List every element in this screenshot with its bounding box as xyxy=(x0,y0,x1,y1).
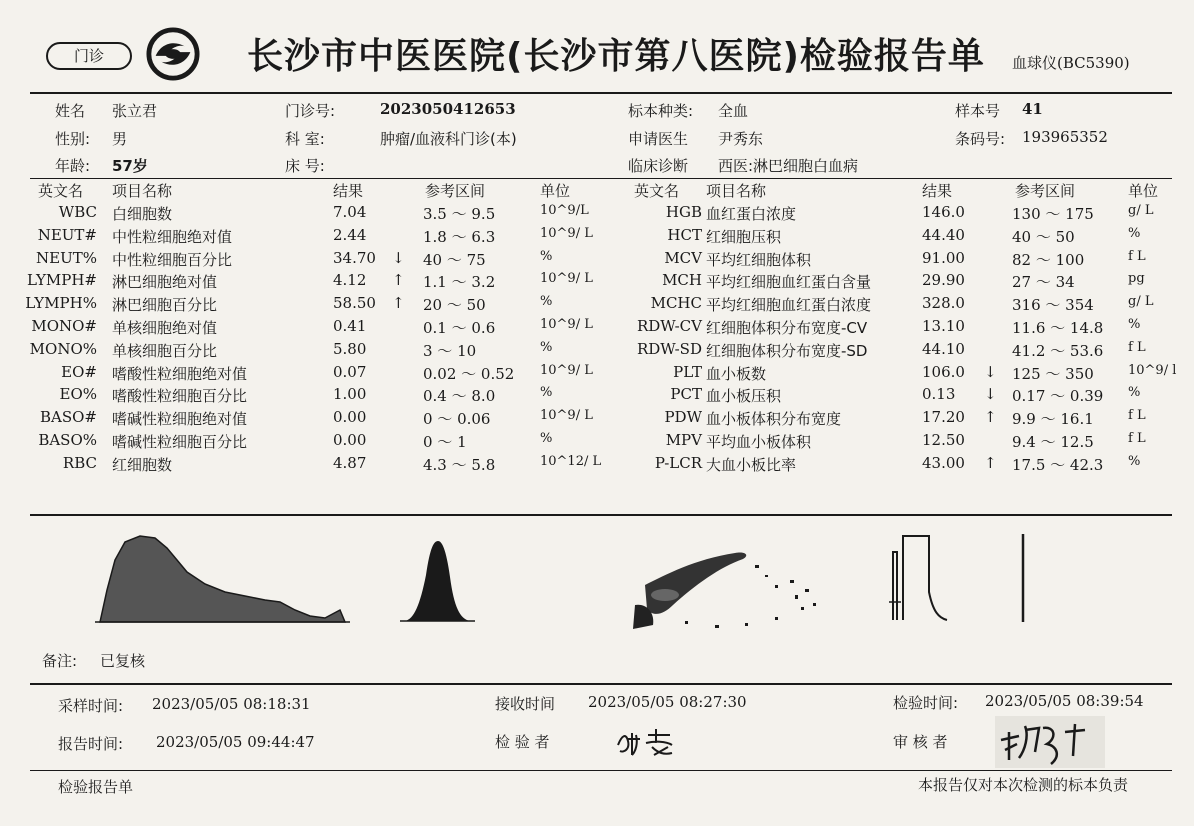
row-result: 91.00 xyxy=(922,248,965,267)
row-unit: % xyxy=(540,248,553,264)
tester-signature xyxy=(612,725,682,761)
row-ref-range: 0.02 ～ 0.52 xyxy=(423,364,515,383)
col-unit-right: 单位 xyxy=(1128,182,1159,200)
row-result: 44.10 xyxy=(922,339,965,358)
row-unit: % xyxy=(540,431,553,446)
row-flag: ↑ xyxy=(984,453,997,472)
row-result: 0.07 xyxy=(333,362,367,381)
row-result: 146.0 xyxy=(922,203,965,221)
row-result: 1.00 xyxy=(333,385,367,404)
sample-time: 2023/05/05 08:18:31 xyxy=(152,695,311,713)
row-abbr: MPV xyxy=(665,431,702,449)
row-unit: f L xyxy=(1128,408,1146,424)
row-ref-range: 17.5 ～ 42.3 xyxy=(1012,455,1104,474)
row-name: 大血小板比率 xyxy=(706,455,797,474)
row-ref-range: 40 ～ 50 xyxy=(1012,227,1075,246)
row-name: 白细胞数 xyxy=(112,205,173,223)
row-ref-range: 0.4 ～ 8.0 xyxy=(423,387,496,406)
row-flag: ↓ xyxy=(984,385,997,404)
sample-no: 41 xyxy=(1022,100,1043,118)
row-unit: % xyxy=(1128,453,1141,469)
row-unit: % xyxy=(540,294,553,310)
row-unit: % xyxy=(1128,385,1141,401)
row-flag: ↑ xyxy=(984,408,997,427)
row-unit: 10^9/ L xyxy=(540,271,593,287)
row-unit: % xyxy=(540,339,553,355)
row-abbr: MCV xyxy=(664,248,702,267)
bottom-divider xyxy=(30,770,1172,771)
row-abbr: EO% xyxy=(59,385,97,404)
row-ref-range: 1.8 ～ 6.3 xyxy=(423,227,496,246)
row-name: 红细胞体积分布宽度-CV xyxy=(706,319,868,337)
row-abbr: NEUT# xyxy=(37,225,97,244)
wbc-histogram xyxy=(95,530,355,630)
row-name: 淋巴细胞绝对值 xyxy=(112,273,218,292)
instrument-name: 血球仪(BC5390) xyxy=(1012,54,1130,72)
col-result-left: 结果 xyxy=(333,182,364,200)
table-divider xyxy=(30,514,1172,516)
row-unit: % xyxy=(1128,317,1141,332)
age-label: 年龄: xyxy=(55,157,91,175)
clinical-diagnosis: 西医:淋巴细胞白血病 xyxy=(718,157,859,175)
row-result: 2.44 xyxy=(333,225,367,244)
row-name: 血红蛋白浓度 xyxy=(706,205,797,223)
plt-histogram xyxy=(885,532,960,624)
row-ref-range: 20 ～ 50 xyxy=(423,296,486,315)
col-ref-left: 参考区间 xyxy=(425,182,486,200)
sex-label: 性别: xyxy=(55,130,91,148)
row-flag: ↑ xyxy=(392,294,405,313)
row-result: 7.04 xyxy=(333,203,367,221)
row-result: 12.50 xyxy=(922,431,965,449)
row-unit: f L xyxy=(1128,339,1146,355)
row-name: 平均红细胞血红蛋白浓度 xyxy=(706,296,872,315)
row-unit: g/ L xyxy=(1128,203,1154,218)
dept-label: 科 室: xyxy=(285,130,325,148)
row-ref-range: 27 ～ 34 xyxy=(1012,273,1075,292)
row-name: 中性粒细胞百分比 xyxy=(112,250,233,269)
row-abbr: MONO% xyxy=(29,339,97,358)
name-label: 姓名 xyxy=(55,102,86,120)
row-unit: 10^9/ l xyxy=(1128,362,1177,378)
barcode-label: 条码号: xyxy=(955,130,1006,148)
row-abbr: BASO# xyxy=(40,408,97,427)
row-ref-range: 41.2 ～ 53.6 xyxy=(1012,341,1104,360)
row-result: 58.50 xyxy=(333,294,376,313)
bed-label: 床 号: xyxy=(285,157,325,175)
row-abbr: RDW-SD xyxy=(636,339,702,358)
row-result: 0.00 xyxy=(333,408,367,427)
patient-name: 张立君 xyxy=(112,102,158,120)
info-divider xyxy=(30,178,1172,179)
col-abbr-left: 英文名 xyxy=(38,182,84,200)
plt-marker-line xyxy=(1018,532,1028,624)
row-abbr: P-LCR xyxy=(654,453,702,472)
row-unit: % xyxy=(1128,225,1141,241)
row-name: 血小板压积 xyxy=(706,387,782,406)
row-ref-range: 0.1 ～ 0.6 xyxy=(423,319,496,337)
row-name: 嗜酸性粒细胞百分比 xyxy=(112,387,248,406)
row-ref-range: 0 ～ 1 xyxy=(423,433,467,451)
sample-time-label: 采样时间: xyxy=(58,697,124,715)
row-ref-range: 0 ～ 0.06 xyxy=(423,410,491,429)
row-result: 44.40 xyxy=(922,225,965,244)
tester-label: 检 验 者 xyxy=(495,733,550,751)
row-name: 血小板体积分布宽度 xyxy=(706,410,842,429)
requesting-doctor: 尹秀东 xyxy=(718,130,764,148)
row-ref-range: 125 ～ 350 xyxy=(1012,364,1094,383)
row-unit: f L xyxy=(1128,431,1146,446)
row-abbr: EO# xyxy=(61,362,97,381)
row-ref-range: 130 ～ 175 xyxy=(1012,205,1094,223)
row-result: 4.87 xyxy=(333,453,367,472)
remarks-label: 备注: xyxy=(42,652,78,670)
row-result: 4.12 xyxy=(333,271,367,290)
row-unit: % xyxy=(540,385,553,401)
row-ref-range: 82 ～ 100 xyxy=(1012,250,1085,269)
rbc-histogram xyxy=(400,535,475,627)
col-name-left: 项目名称 xyxy=(112,182,173,200)
department: 肿瘤/血液科门诊(本) xyxy=(380,130,517,148)
sample-no-label: 样本号 xyxy=(955,102,1001,120)
clinic-badge: 门诊 xyxy=(46,42,132,70)
row-result: 5.80 xyxy=(333,339,367,358)
col-result-right: 结果 xyxy=(922,182,953,200)
row-unit: 10^12/ L xyxy=(540,453,602,469)
report-time-label: 报告时间: xyxy=(58,735,124,753)
row-flag: ↑ xyxy=(392,271,405,290)
diff-scattergram xyxy=(625,545,830,633)
test-time: 2023/05/05 08:39:54 xyxy=(985,692,1144,710)
row-result: 17.20 xyxy=(922,408,965,427)
col-unit-left: 单位 xyxy=(540,182,571,200)
row-name: 单核细胞绝对值 xyxy=(112,319,218,337)
row-abbr: MCHC xyxy=(650,294,702,313)
row-abbr: NEUT% xyxy=(36,248,97,267)
row-unit: g/ L xyxy=(1128,294,1154,310)
row-abbr: LYMPH# xyxy=(26,271,97,290)
row-ref-range: 0.17 ～ 0.39 xyxy=(1012,387,1104,406)
row-name: 平均红细胞体积 xyxy=(706,250,812,269)
row-ref-range: 3.5 ～ 9.5 xyxy=(423,205,496,223)
row-flag: ↓ xyxy=(984,362,997,381)
row-abbr: HCT xyxy=(667,225,702,244)
row-result: 0.13 xyxy=(922,385,956,404)
patient-sex: 男 xyxy=(112,130,128,148)
row-ref-range: 9.4 ～ 12.5 xyxy=(1012,433,1094,451)
row-result: 328.0 xyxy=(922,294,965,313)
row-name: 中性粒细胞绝对值 xyxy=(112,227,233,246)
row-ref-range: 1.1 ～ 3.2 xyxy=(423,273,496,292)
row-name: 嗜碱性粒细胞百分比 xyxy=(112,433,248,451)
row-abbr: RDW-CV xyxy=(636,317,702,335)
specimen-label: 标本种类: xyxy=(628,102,694,120)
header-divider xyxy=(30,92,1172,94)
row-flag: ↓ xyxy=(392,248,405,267)
row-name: 红细胞体积分布宽度-SD xyxy=(706,341,868,360)
hospital-logo-icon xyxy=(146,27,200,81)
reviewer-signature xyxy=(995,716,1105,768)
report-time: 2023/05/05 09:44:47 xyxy=(156,733,315,751)
row-abbr: WBC xyxy=(58,203,97,221)
row-name: 单核细胞百分比 xyxy=(112,341,218,360)
row-abbr: PLT xyxy=(673,362,702,381)
row-abbr: MONO# xyxy=(31,317,97,335)
col-name-right: 项目名称 xyxy=(706,182,767,200)
row-unit: 10^9/ L xyxy=(540,362,593,378)
bottom-right-text: 本报告仅对本次检测的标本负责 xyxy=(918,776,1129,794)
footer-divider xyxy=(30,683,1172,685)
row-name: 嗜碱性粒细胞绝对值 xyxy=(112,410,248,429)
clinic-no-label: 门诊号: xyxy=(285,102,336,120)
doctor-label: 申请医生 xyxy=(628,130,689,148)
row-ref-range: 3 ～ 10 xyxy=(423,341,477,360)
receive-time-label: 接收时间 xyxy=(495,695,556,713)
col-abbr-right: 英文名 xyxy=(634,182,680,200)
test-time-label: 检验时间: xyxy=(893,694,959,712)
row-name: 淋巴细胞百分比 xyxy=(112,296,218,315)
row-abbr: PDW xyxy=(664,408,702,427)
row-abbr: PCT xyxy=(670,385,702,404)
diagnosis-label: 临床诊断 xyxy=(628,157,689,175)
receive-time: 2023/05/05 08:27:30 xyxy=(588,693,747,711)
barcode: 193965352 xyxy=(1022,128,1108,146)
row-ref-range: 4.3 ～ 5.8 xyxy=(423,455,496,474)
reviewer-label: 审 核 者 xyxy=(893,733,948,751)
row-ref-range: 316 ～ 354 xyxy=(1012,296,1094,315)
row-name: 平均血小板体积 xyxy=(706,433,812,451)
row-abbr: RBC xyxy=(62,453,97,472)
row-ref-range: 11.6 ～ 14.8 xyxy=(1012,319,1104,337)
row-result: 0.41 xyxy=(333,317,367,335)
row-unit: 10^9/ L xyxy=(540,317,593,332)
row-abbr: MCH xyxy=(662,271,702,290)
row-name: 平均红细胞血红蛋白含量 xyxy=(706,273,872,292)
row-abbr: LYMPH% xyxy=(25,294,97,313)
row-unit: 10^9/ L xyxy=(540,408,593,424)
row-abbr: BASO% xyxy=(38,431,97,449)
row-name: 血小板数 xyxy=(706,364,767,383)
row-name: 嗜酸性粒细胞绝对值 xyxy=(112,364,248,383)
row-result: 106.0 xyxy=(922,362,965,381)
row-unit: pg xyxy=(1128,271,1145,287)
row-unit: 10^9/ L xyxy=(540,225,593,241)
row-name: 红细胞数 xyxy=(112,455,173,474)
row-unit: 10^9/L xyxy=(540,203,589,218)
row-result: 13.10 xyxy=(922,317,965,335)
row-name: 红细胞压积 xyxy=(706,227,782,246)
col-ref-right: 参考区间 xyxy=(1015,182,1076,200)
row-result: 34.70 xyxy=(333,248,376,267)
row-unit: f L xyxy=(1128,248,1146,264)
bottom-left-text: 检验报告单 xyxy=(58,778,134,796)
row-ref-range: 40 ～ 75 xyxy=(423,250,486,269)
row-result: 43.00 xyxy=(922,453,965,472)
patient-age: 57岁 xyxy=(112,157,148,175)
row-abbr: HGB xyxy=(665,203,702,221)
clinic-no: 2023050412653 xyxy=(380,100,516,118)
row-result: 29.90 xyxy=(922,271,965,290)
report-title: 长沙市中医医院(长沙市第八医院)检验报告单 xyxy=(247,36,985,77)
specimen-type: 全血 xyxy=(718,102,749,120)
row-ref-range: 9.9 ～ 16.1 xyxy=(1012,410,1094,429)
remarks-text: 已复核 xyxy=(100,652,146,670)
row-result: 0.00 xyxy=(333,431,367,449)
